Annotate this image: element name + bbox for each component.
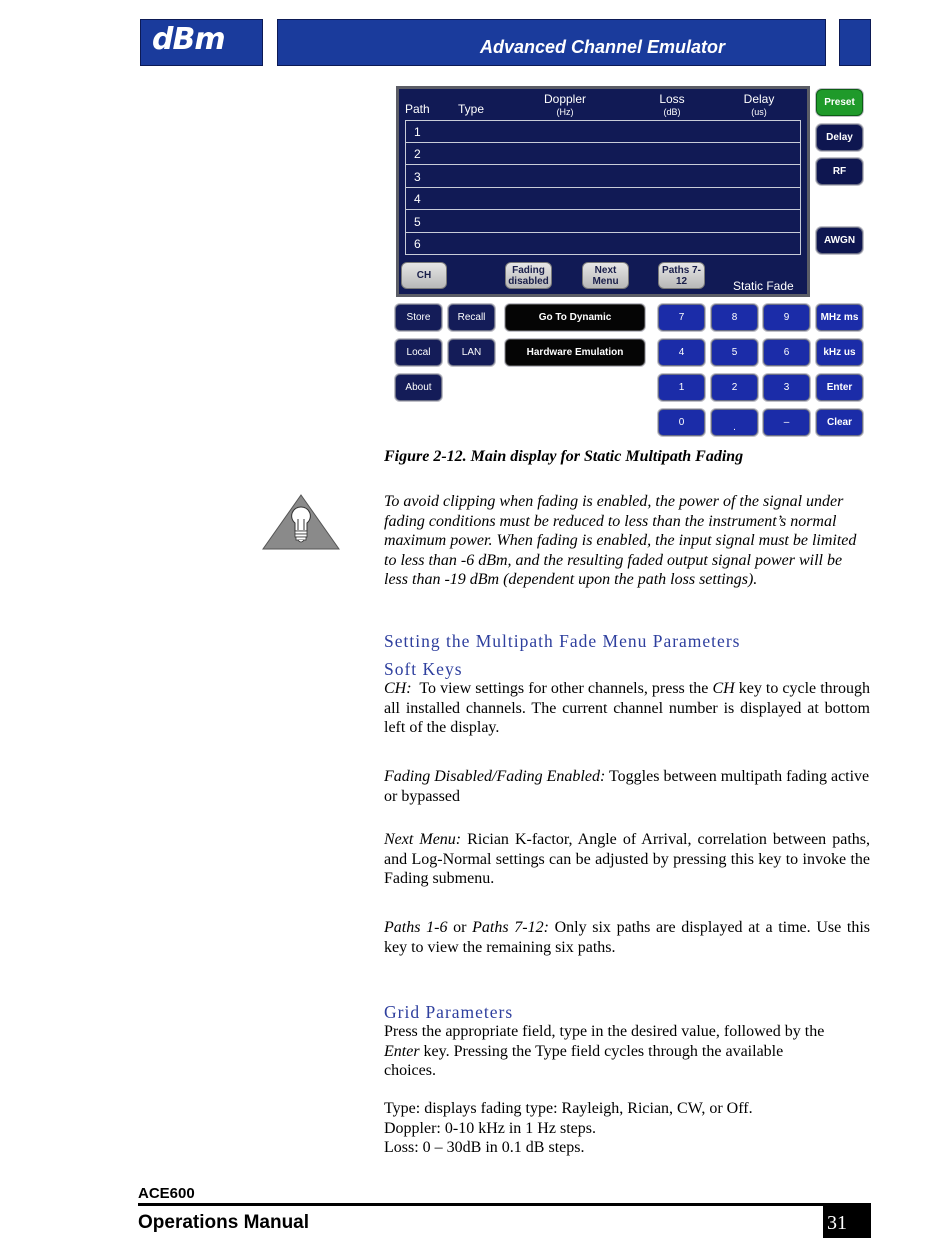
key-5[interactable]: 5 xyxy=(711,339,758,366)
key-minus[interactable]: – xyxy=(763,409,810,436)
figure-caption: Figure 2-12. Main display for Static Multipath Fading xyxy=(384,448,744,465)
recall-button[interactable]: Recall xyxy=(448,304,495,331)
ch-text: To view settings for other channels, press the xyxy=(411,680,713,697)
grid-header-loss: Loss xyxy=(659,92,685,106)
key-3[interactable]: 3 xyxy=(763,374,810,401)
grid-paragraph xyxy=(384,1022,836,1081)
key-7[interactable]: 7 xyxy=(658,304,705,331)
soft-keys-heading: Soft Keys xyxy=(384,659,463,679)
khz-us-key[interactable]: kHz us xyxy=(816,339,863,366)
preset-button[interactable]: Preset xyxy=(816,89,863,116)
lightbulb-warning-icon xyxy=(261,493,341,559)
grid-row[interactable] xyxy=(406,233,800,255)
grid-text: Press the appropriate field, type in the desired value, followed by the xyxy=(384,1023,825,1040)
grid-line-type: Type: displays fading type: Rayleigh, Rician, CW, or Off. xyxy=(384,1100,753,1117)
grid-header-path: Path xyxy=(405,102,430,116)
page-number: 31 xyxy=(827,1212,847,1234)
delay-button[interactable]: Delay xyxy=(816,124,863,151)
key-4[interactable]: 4 xyxy=(658,339,705,366)
footer-rule xyxy=(138,1203,871,1206)
hardware-emulation-button[interactable]: Hardware Emulation xyxy=(505,339,645,366)
paths-paragraph xyxy=(384,918,870,957)
row-number: 5 xyxy=(414,215,421,229)
key-1[interactable]: 1 xyxy=(658,374,705,401)
fading-text: Toggles between multipath fading active or bypassed xyxy=(384,768,870,805)
path-grid xyxy=(405,120,801,255)
grid-header-doppler: Doppler xyxy=(543,92,587,106)
ch-paragraph xyxy=(384,679,870,738)
key-2[interactable]: 2 xyxy=(711,374,758,401)
key-decimal[interactable]: . xyxy=(711,409,758,436)
fading-soft-key[interactable]: Fading disabled xyxy=(505,262,552,289)
grid-header-doppler-unit: (Hz) xyxy=(556,107,574,117)
paths-term-1: Paths 1-6 xyxy=(384,919,448,936)
grid-header-delay-unit: (us) xyxy=(751,107,767,117)
paths-term-2: Paths 7-12: xyxy=(472,919,549,936)
paths-soft-key[interactable]: Paths 7-12 xyxy=(658,262,705,289)
fading-term: Fading Disabled/Fading Enabled: xyxy=(384,768,606,785)
ch-term: CH: xyxy=(384,680,412,697)
enter-key[interactable]: Enter xyxy=(816,374,863,401)
grid-text-2: key. Pressing the Type field cycles through the available choices. xyxy=(384,1042,784,1079)
row-number: 2 xyxy=(414,147,421,161)
grid-row[interactable] xyxy=(406,121,800,143)
mode-label: Static Fade xyxy=(733,279,794,293)
rf-button[interactable]: RF xyxy=(816,158,863,185)
ch-inline-term: CH xyxy=(712,680,735,697)
ch-text-2: key to cycle through all installed channels. The current channel number is displayed at bottom left of the display. xyxy=(384,680,870,736)
enter-term: Enter xyxy=(384,1042,420,1060)
grid-line-loss: Loss: 0 – 30dB in 0.1 dB steps. xyxy=(384,1139,585,1156)
row-number: 6 xyxy=(414,237,421,251)
row-number: 1 xyxy=(414,125,421,139)
store-button[interactable]: Store xyxy=(395,304,442,331)
about-button[interactable]: About xyxy=(395,374,442,401)
ch-soft-key[interactable]: CH xyxy=(401,262,447,289)
grid-line-doppler: Doppler: 0-10 kHz in 1 Hz steps. xyxy=(384,1120,596,1137)
footer-model: ACE600 xyxy=(138,1185,195,1202)
grid-parameters-heading: Grid Parameters xyxy=(384,1002,514,1022)
grid-header-loss-unit: (dB) xyxy=(663,107,681,117)
header-square xyxy=(839,19,871,66)
clear-key[interactable]: Clear xyxy=(816,409,863,436)
grid-row[interactable] xyxy=(406,211,800,233)
footer-manual: Operations Manual xyxy=(138,1212,310,1233)
mhz-ms-key[interactable]: MHz ms xyxy=(816,304,863,331)
document-title: Advanced Channel Emulator xyxy=(480,37,726,57)
section-title: Setting the Multipath Fade Menu Parameters xyxy=(384,631,741,651)
grid-row[interactable] xyxy=(406,166,800,188)
dbm-logo: dBm xyxy=(152,22,225,57)
lan-button[interactable]: LAN xyxy=(448,339,495,366)
key-9[interactable]: 9 xyxy=(763,304,810,331)
paths-text: Only six paths are displayed at a time. Use this key to view the remaining six paths. xyxy=(384,919,870,956)
next-menu-paragraph xyxy=(384,830,870,889)
grid-header-delay: Delay xyxy=(743,92,775,106)
key-0[interactable]: 0 xyxy=(658,409,705,436)
key-6[interactable]: 6 xyxy=(763,339,810,366)
next-menu-soft-key[interactable]: Next Menu xyxy=(582,262,629,289)
grid-header-type: Type xyxy=(458,102,485,116)
grid-row[interactable] xyxy=(406,143,800,165)
clipping-note: To avoid clipping when fading is enabled, the power of the signal under fading conditions must be reduced to less than the instrument’s normal maximum power. When fading is enabled, the input signal must be limited to less than -6 dBm, and the resulting faded output signal power will be less than -19 dBm (dependent upon the path loss settings). xyxy=(384,493,857,588)
row-number: 4 xyxy=(414,192,421,206)
grid-row[interactable] xyxy=(406,188,800,210)
fading-paragraph xyxy=(384,767,870,806)
paths-or: or xyxy=(447,919,473,936)
local-button[interactable]: Local xyxy=(395,339,442,366)
next-menu-text: Rician K-factor, Angle of Arrival, correlation between paths, and Log-Normal settings can be adjusted by pressing this key to invoke the Fading submenu. xyxy=(384,831,870,887)
go-to-dynamic-button[interactable]: Go To Dynamic xyxy=(505,304,645,331)
row-number: 3 xyxy=(414,170,421,184)
awgn-button[interactable]: AWGN xyxy=(816,227,863,254)
next-menu-term: Next Menu: xyxy=(384,831,462,848)
key-8[interactable]: 8 xyxy=(711,304,758,331)
